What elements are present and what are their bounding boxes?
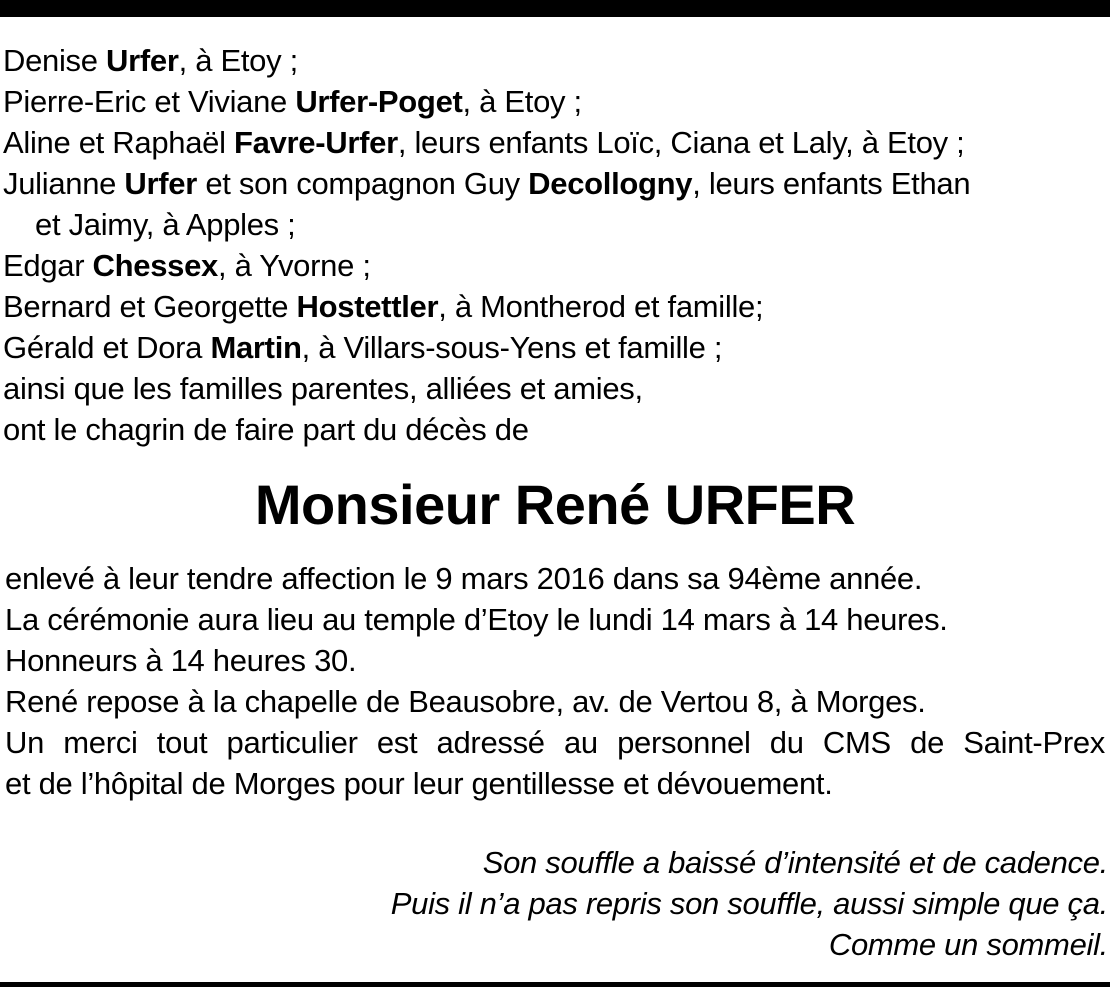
mourner-text: Gérald et Dora [3, 330, 211, 365]
family-name: Favre-Urfer [234, 125, 398, 160]
mourner-line [3, 245, 1103, 286]
mourner-text: ainsi que les familles parentes, alliées et amies, [3, 371, 643, 406]
family-name: Martin [210, 330, 302, 365]
family-name: Decollogny [528, 166, 693, 201]
closing-poem [108, 842, 1108, 965]
family-name: Urfer [106, 43, 179, 78]
announcement-line: Un merci tout particulier est adressé au personnel du CMS de Saint-Prex [5, 725, 1105, 760]
mourner-text: et son compagnon Guy [197, 166, 529, 201]
mourner-text: Denise [3, 43, 107, 78]
poem-line: Puis il n’a pas repris son souffle, aussi simple que ça. [390, 886, 1108, 921]
mourner-line [3, 81, 1103, 122]
family-name: Hostettler [296, 289, 439, 324]
mourner-text: Aline et Raphaël [3, 125, 235, 160]
bottom-rule [0, 982, 1110, 987]
mourner-line [3, 368, 1103, 409]
mourner-line [3, 286, 1103, 327]
mourner-line [3, 163, 1103, 204]
mourner-text: , leurs enfants Ethan [692, 166, 971, 201]
announcement-line: Honneurs à 14 heures 30. [5, 643, 357, 678]
mourner-text: Julianne [3, 166, 125, 201]
mourner-line [3, 122, 1103, 163]
family-name: Chessex [92, 248, 218, 283]
mourner-text: Edgar [3, 248, 93, 283]
announcement-text [5, 558, 1105, 804]
mourner-text: , à Yvorne ; [217, 248, 371, 283]
mourners-list [3, 40, 1103, 450]
mourner-text: ont le chagrin de faire part du décès de [3, 412, 529, 447]
mourner-line [3, 409, 1103, 450]
poem-line: Comme un sommeil. [828, 927, 1108, 962]
mourner-text: , à Etoy ; [178, 43, 298, 78]
family-name: Urfer [124, 166, 197, 201]
announcement-line: René repose à la chapelle de Beausobre, av. de Vertou 8, à Morges. [5, 684, 926, 719]
mourner-line [3, 204, 1103, 245]
mourner-text: , à Etoy ; [462, 84, 582, 119]
mourner-line [3, 40, 1103, 81]
deceased-name: Monsieur René URFER [254, 473, 856, 536]
mourner-text: Pierre-Eric et Viviane [3, 84, 296, 119]
family-name: Urfer-Poget [295, 84, 463, 119]
top-rule [0, 0, 1110, 17]
mourner-text: , leurs enfants Loïc, Ciana et Laly, à Etoy ; [397, 125, 965, 160]
announcement-line: et de l’hôpital de Morges pour leur gentillesse et dévouement. [5, 766, 833, 801]
announcement-line: enlevé à leur tendre affection le 9 mars 2016 dans sa 94ème année. [5, 561, 923, 596]
mourner-text: Bernard et Georgette [3, 289, 297, 324]
poem-line: Son souffle a baissé d’intensité et de cadence. [482, 845, 1108, 880]
announcement-line: La cérémonie aura lieu au temple d’Etoy le lundi 14 mars à 14 heures. [5, 602, 948, 637]
mourner-line [3, 327, 1103, 368]
mourner-text: et Jaimy, à Apples ; [35, 207, 296, 242]
mourner-text: , à Villars-sous-Yens et famille ; [301, 330, 723, 365]
mourner-text: , à Montherod et famille; [438, 289, 764, 324]
